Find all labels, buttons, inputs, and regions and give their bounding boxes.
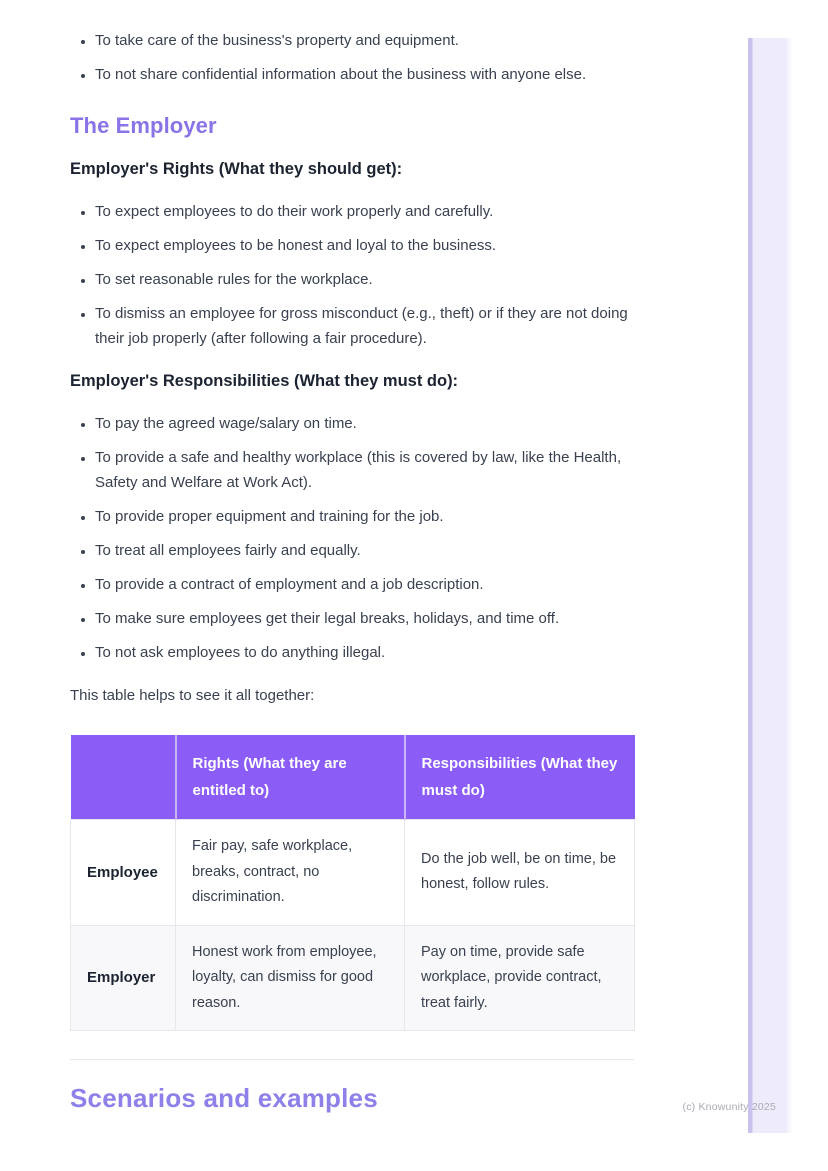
table-cell: Do the job well, be on time, be honest, follow rules. (405, 820, 635, 926)
document-content (70, 28, 634, 1114)
table-cell: Fair pay, safe workplace, breaks, contract, no discrimination. (176, 820, 405, 926)
list-item: • To dismiss an employee for gross misconduct (e.g., theft) or if they are not doing their job properly (after following a fair procedure). (95, 301, 634, 351)
list-item: • To set reasonable rules for the workplace. (95, 267, 634, 292)
section-divider (70, 1059, 634, 1060)
list-item: • To not share confidential information about the business with anyone else. (95, 62, 634, 87)
list-item: • To provide a safe and healthy workplace (this is covered by law, like the Health, Safety and Welfare at Work Act). (95, 445, 634, 495)
table-header-rights: Rights (What they are entitled to) (176, 735, 405, 820)
table-row-employee (71, 820, 635, 926)
intro-bullet-list (70, 28, 634, 87)
copyright-notice: (c) Knowunity 2025 (682, 1101, 776, 1113)
table-cell: Honest work from employee, loyalty, can dismiss for good reason. (176, 925, 405, 1031)
list-item: • To expect employees to do their work properly and carefully. (95, 199, 634, 224)
row-label: Employer (71, 925, 176, 1031)
employer-responsibilities-list (70, 411, 634, 665)
rights-responsibilities-table (70, 735, 635, 1031)
list-item: • To take care of the business's property and equipment. (95, 28, 634, 53)
table-cell: Pay on time, provide safe workplace, provide contract, treat fairly. (405, 925, 635, 1031)
list-item: • To make sure employees get their legal breaks, holidays, and time off. (95, 606, 634, 631)
section-heading-scenarios: Scenarios and examples (70, 1083, 378, 1113)
list-item: • To treat all employees fairly and equally. (95, 538, 634, 563)
row-label: Employee (71, 820, 176, 926)
table-intro-text: This table helps to see it all together: (70, 687, 315, 704)
list-item: • To provide a contract of employment and a job description. (95, 572, 634, 597)
table-header-responsibilities: Responsibilities (What they must do) (405, 735, 635, 820)
section-heading-the-employer: The Employer (70, 113, 217, 138)
employer-rights-list (70, 199, 634, 351)
list-item: • To not ask employees to do anything illegal. (95, 640, 634, 665)
subheading-employer-rights: Employer's Rights (What they should get): (70, 160, 403, 178)
page-edge-strip (748, 38, 792, 1133)
subheading-employer-responsibilities: Employer's Responsibilities (What they must do): (70, 372, 459, 390)
list-item: • To provide proper equipment and training for the job. (95, 504, 634, 529)
table-header-row (71, 735, 635, 820)
list-item: • To pay the agreed wage/salary on time. (95, 411, 634, 436)
table-header-empty (71, 735, 176, 820)
list-item: • To expect employees to be honest and loyal to the business. (95, 233, 634, 258)
table-row-employer (71, 925, 635, 1031)
